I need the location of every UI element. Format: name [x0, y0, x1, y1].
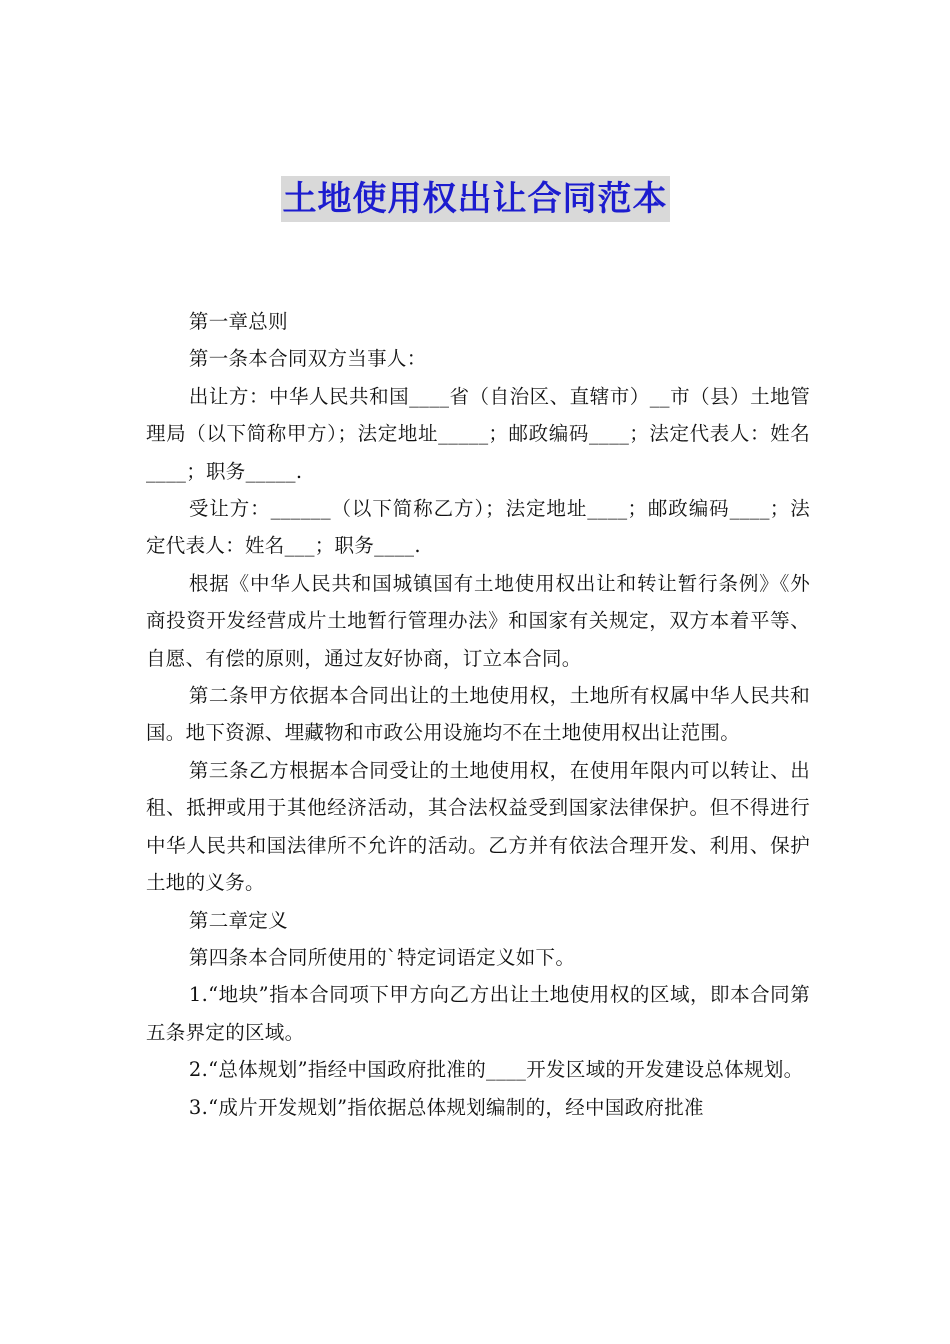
article-paragraph: 第一条本合同双方当事人： [188, 347, 427, 371]
title-container [0, 176, 950, 222]
chapter-heading: 第一章总则 [188, 310, 288, 333]
definition-item: 1.“地块”指本合同项下甲方向乙方出让土地使用权的区域，即本合同第五条界定的区域。 [146, 983, 810, 1044]
document-body [146, 303, 810, 1126]
chapter-heading: 第二章定义 [188, 908, 288, 932]
document-title: 土地使用权出让合同范本 [281, 176, 670, 222]
definition-item: 3.“成片开发规划”指依据总体规划编制的，经中国政府批准 [188, 1095, 704, 1119]
article-paragraph: 第四条本合同所使用的`特定词语定义如下。 [188, 945, 576, 969]
article-paragraph: 第三条乙方根据本合同受让的土地使用权，在使用年限内可以转让、出租、抵押或用于其他经济活动，其合法权益受到国家法律保护。但不得进行中华人民共和国法律所不允许的活动。乙方并有依法合理开发、利用、保护土地的义务。 [146, 758, 810, 895]
definition-item: 2.“总体规划”指经中国政府批准的____开发区域的开发建设总体规划。 [188, 1058, 804, 1082]
body-paragraph: 根据《中华人民共和国城镇国有土地使用权出让和转让暂行条例》《外商投资开发经营成片土地暂行管理办法》和国家有关规定，双方本着平等、自愿、有偿的原则，通过友好协商，订立本合同。 [146, 571, 810, 670]
party-paragraph: 受让方：______（以下简称乙方）；法定地址____；邮政编码____；法定代表人：姓名___；职务____. [146, 497, 810, 558]
party-paragraph: 出让方：中华人民共和国____省（自治区、直辖市）__市（县）土地管理局（以下简称甲方）；法定地址_____；邮政编码____；法定代表人：姓名____；职务_____. [146, 384, 810, 483]
article-paragraph: 第二条甲方依据本合同出让的土地使用权，土地所有权属中华人民共和国。地下资源、埋藏物和市政公用设施均不在土地使用权出让范围。 [146, 684, 810, 745]
